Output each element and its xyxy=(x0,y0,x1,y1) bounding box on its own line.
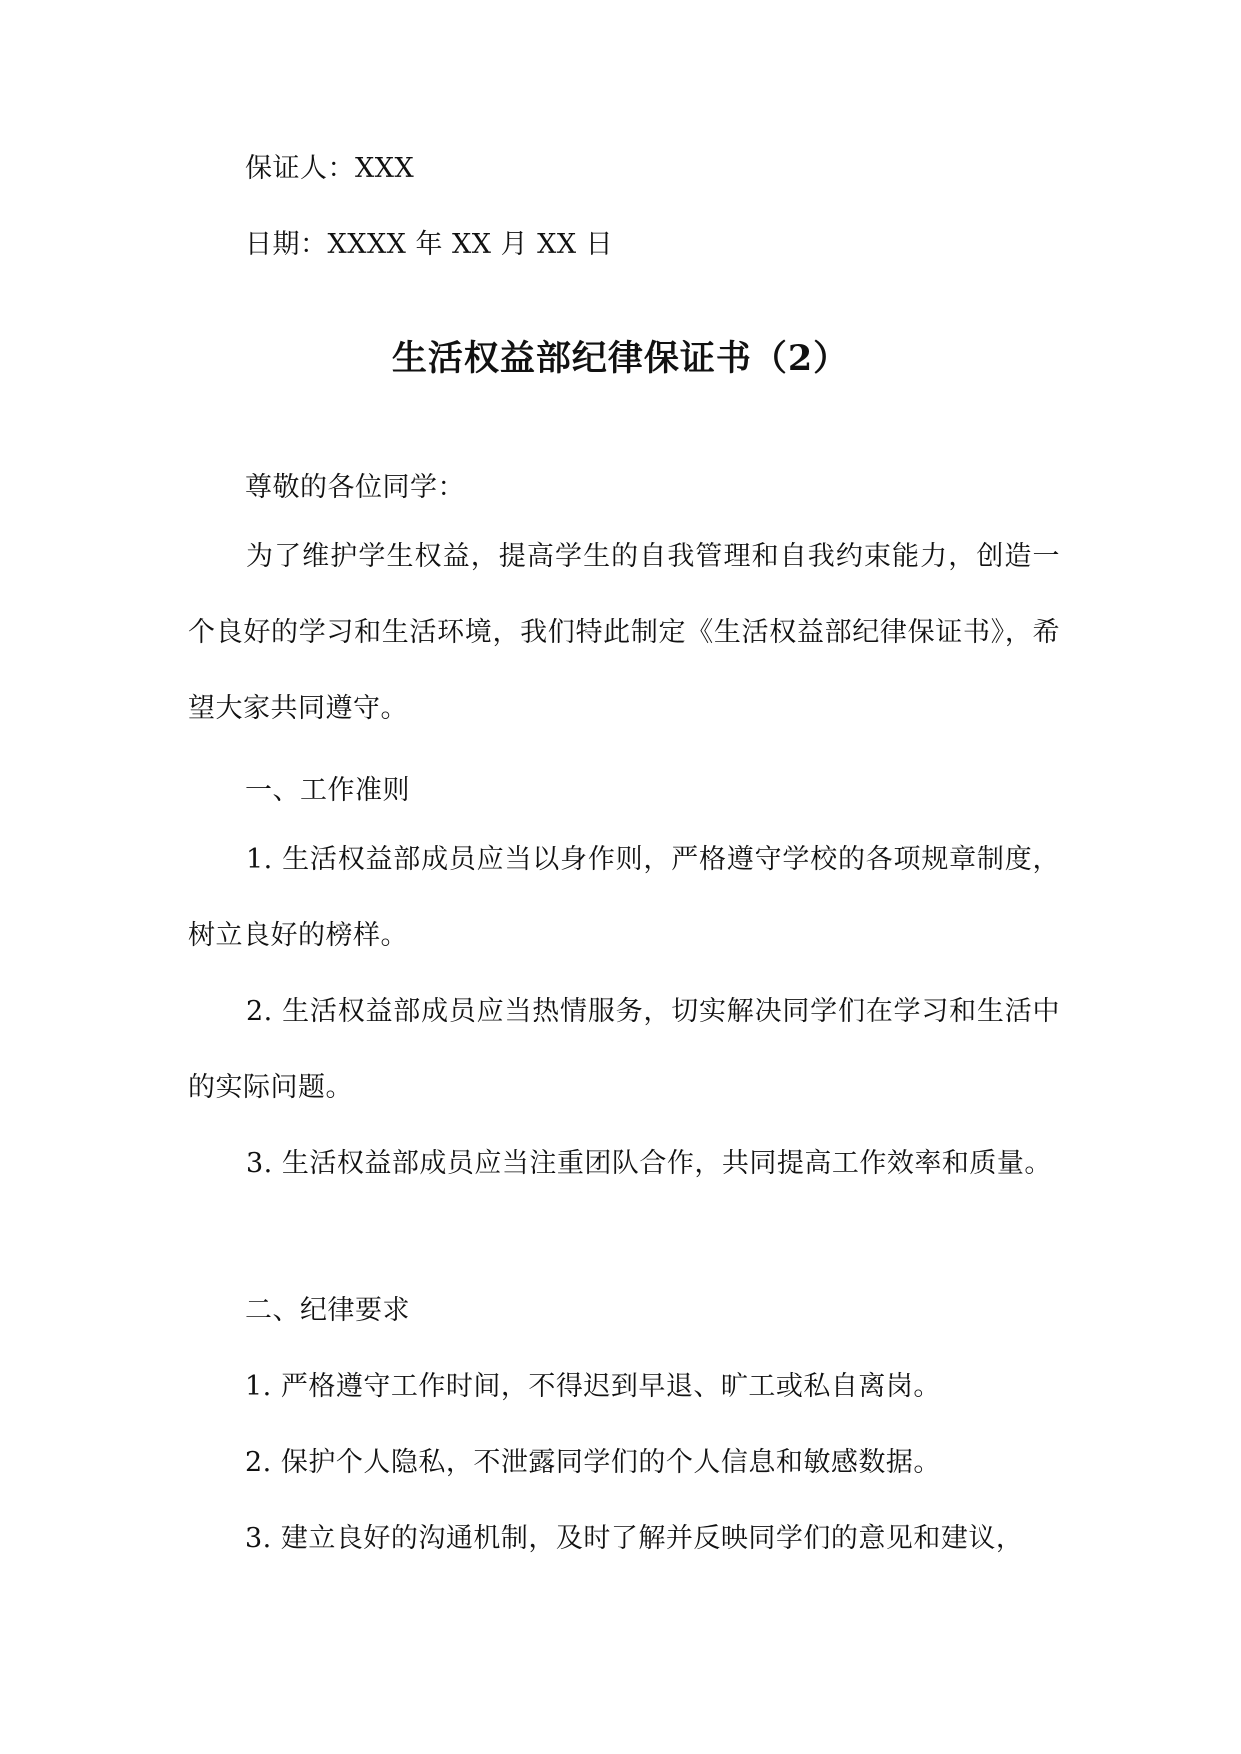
discipline-item: 2. 保护个人隐私，不泄露同学们的个人信息和敏感数据。 xyxy=(245,1447,941,1478)
work-rule-item: 2. 生活权益部成员应当热情服务，切实解决同学们在学习和生活中的实际问题。 xyxy=(188,996,1060,1103)
discipline-item: 1. 严格遵守工作时间，不得迟到早退、旷工或私自离岗。 xyxy=(245,1371,941,1402)
section-heading-discipline: 二、纪律要求 xyxy=(245,1295,410,1326)
date-line: 日期：XXXX 年 XX 月 XX 日 xyxy=(245,229,614,260)
discipline-item: 3. 建立良好的沟通机制，及时了解并反映同学们的意见和建议， xyxy=(245,1523,1024,1554)
work-rule-item: 3. 生活权益部成员应当注重团队合作，共同提高工作效率和质量。 xyxy=(246,1148,1052,1179)
guarantor-line: 保证人：XXX xyxy=(245,153,415,184)
intro-paragraph: 为了维护学生权益，提高学生的自我管理和自我约束能力，创造一个良好的学习和生活环境，我们特此制定《生活权益部纪律保证书》，希望大家共同遵守。 xyxy=(188,541,1060,724)
work-rule-item: 1. 生活权益部成员应当以身作则，严格遵守学校的各项规章制度，树立良好的榜样。 xyxy=(188,844,1060,951)
document-title: 生活权益部纪律保证书（2） xyxy=(391,338,850,379)
section-heading-work-rules: 一、工作准则 xyxy=(245,775,410,806)
salutation: 尊敬的各位同学： xyxy=(245,472,465,503)
